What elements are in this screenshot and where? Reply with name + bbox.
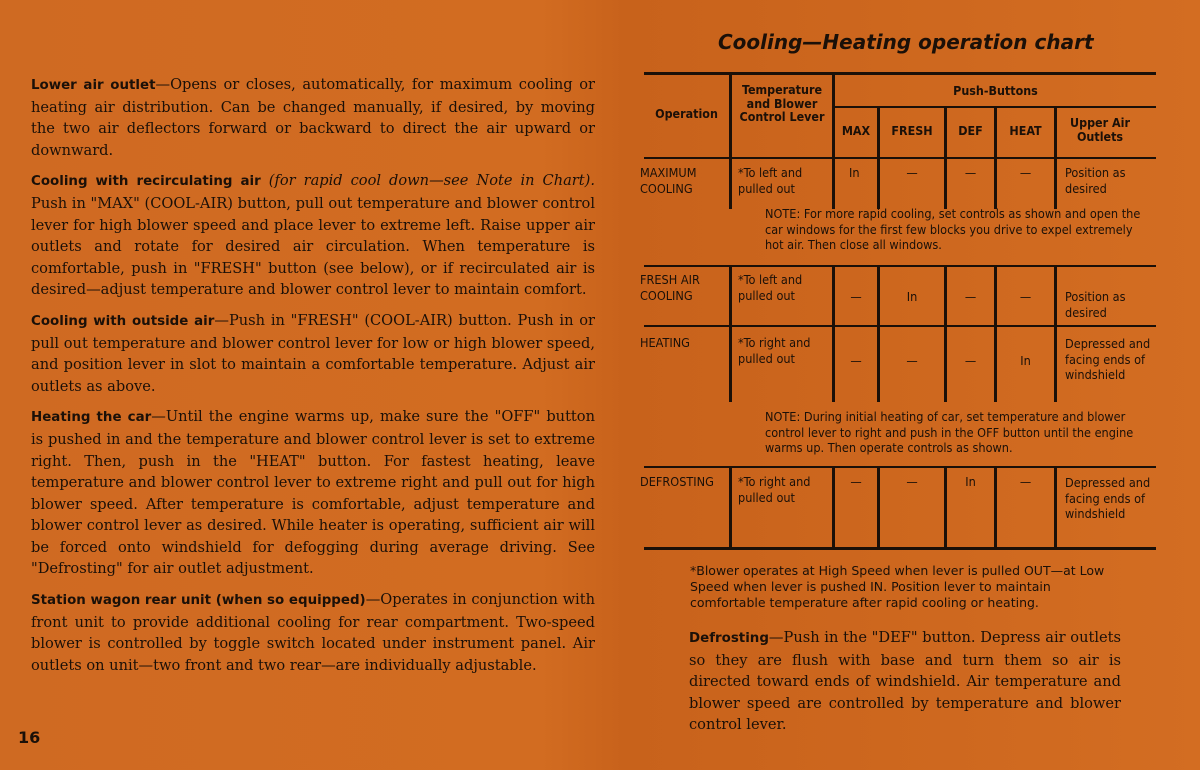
row-fresh: — <box>906 165 918 180</box>
section-heading: Station wagon rear unit (when so equipped) <box>31 593 366 609</box>
section-station-wagon <box>31 589 595 676</box>
page-number: 16 <box>18 728 41 747</box>
row-heat: In <box>1020 353 1031 368</box>
row-lever: *To right and pulled out <box>738 474 811 505</box>
header-operation: Operation <box>655 106 718 121</box>
row-def: — <box>964 165 977 180</box>
section-cooling-recirculating <box>31 170 595 301</box>
row-def: — <box>964 353 977 368</box>
row-operation: FRESH AIR COOLING <box>640 272 700 303</box>
row-def: In <box>965 474 976 489</box>
row-lever: *To right and pulled out <box>738 335 811 366</box>
section-lower-air-outlet <box>31 74 595 161</box>
row-outlets: Position as desired <box>1065 165 1126 196</box>
rule-row-2 <box>644 325 1156 327</box>
row-outlets: Position as desired <box>1065 289 1126 320</box>
rule-row-1 <box>644 265 1156 267</box>
rule-row-3 <box>644 466 1156 468</box>
section-heading: Heating the car <box>31 410 152 426</box>
header-outlets: Upper Air Outlets <box>1070 115 1130 144</box>
row-max: In <box>849 165 860 180</box>
row-operation: DEFROSTING <box>640 474 714 489</box>
section-body: Push in "MAX" (COOL-AIR) button, pull out temperature and blower control lever for high blower speed and place lever to extreme left. Raise upper air outlets and rotate for desired air circulation. When temperature is comfortable, push in "FRESH" button (see below), or if recirculated air is desired—adjust temperature and blower control lever to maintain comfort. <box>31 194 595 299</box>
rule-top <box>644 72 1156 75</box>
left-column <box>31 74 595 685</box>
chart-footnote: *Blower operates at High Speed when lever is pulled OUT—at Low Speed when lever is pushed IN. Position lever to maintain comfortable temperature after rapid cooling or heating. <box>690 563 1105 610</box>
section-body: —Push in the "DEF" button. Depress air outlets so they are flush with base and turn them so air is directed toward ends of windshield. Air temperature and blower speed are controlled by temperature and blower control lever. <box>689 629 1121 734</box>
section-heading: Defrosting <box>689 631 769 646</box>
operation-chart <box>640 72 1156 550</box>
row-heat: — <box>1019 474 1032 489</box>
header-heat: HEAT <box>1009 123 1042 138</box>
header-push-buttons: Push-Buttons <box>953 83 1038 98</box>
vrule-r2-outlets <box>1054 267 1057 325</box>
vrule-r4-lever <box>729 468 732 547</box>
section-heading: Lower air outlet <box>31 78 156 93</box>
rule-bottom <box>644 547 1156 550</box>
row-note: NOTE: For more rapid cooling, set controls as shown and open the car windows for the first few blocks you drive to expel extremely hot air. Then close all windows. <box>765 206 1141 252</box>
row-outlets: Depressed and facing ends of windshield <box>1065 475 1151 521</box>
chart-title: Cooling—Heating operation chart <box>718 30 1094 54</box>
section-cooling-outside-air <box>31 310 595 397</box>
section-body: —Operates in conjunction with front unit to provide additional cooling for rear compartment. Two-speed blower is controlled by toggle switch located under instrument panel. Air outlets on unit—two front and two rear—are individually adjustable. <box>31 591 595 674</box>
vrule-r1-max <box>832 159 835 209</box>
row-outlets: Depressed and facing ends of windshield <box>1065 336 1151 382</box>
vrule-outlets <box>1054 108 1057 157</box>
section-heating-the-car <box>31 406 595 580</box>
section-heading: Cooling with outside air <box>31 313 215 329</box>
vrule-r3-lever <box>729 327 732 402</box>
row-fresh: — <box>906 353 918 368</box>
vrule-r2-lever <box>729 267 732 325</box>
section-body: —Opens or closes, automatically, for maximum cooling or heating air distribution. Can be changed manually, if desired, by moving the two air deflectors forward or backward to direct the air upward or downward. <box>31 76 595 159</box>
vrule-lever <box>729 75 732 157</box>
section-note: (for rapid cool down—see Note in Chart). <box>268 172 595 190</box>
row-note: NOTE: During initial heating of car, set temperature and blower control lever to right and push in the OFF button until the engine warms up. Then operate controls as shown. <box>765 409 1134 455</box>
header-def: DEF <box>958 123 983 138</box>
row-fresh: — <box>906 474 918 489</box>
header-lever: Temperature and Blower Control Lever <box>739 82 825 124</box>
row-operation: HEATING <box>640 335 690 350</box>
row-max: — <box>850 474 862 489</box>
section-heading: Cooling with recirculating air <box>31 174 261 190</box>
vrule-r1-outlets <box>1054 159 1057 209</box>
row-max: — <box>850 353 862 368</box>
section-body: —Push in "FRESH" (COOL-AIR) button. Push in or pull out temperature and blower control lever for low or high blower speed, and position lever in slot to maintain a comfortable temperature. Adjust air outlets as above. <box>31 311 595 395</box>
row-lever: *To left and pulled out <box>738 165 803 196</box>
vrule-r3-outlets <box>1054 327 1057 402</box>
header-max: MAX <box>841 123 871 138</box>
row-lever: *To left and pulled out <box>738 272 803 303</box>
row-heat: — <box>1019 165 1032 180</box>
rule-header-bottom <box>644 157 1156 159</box>
section-defrosting <box>689 627 1121 736</box>
section-body: —Until the engine warms up, make sure the "OFF" button is pushed in and the temperature and blower control lever is set to extreme right. Then, push in the "HEAT" button. For fastest heating, leave temperature and blower control lever to extreme right and pull out for high blower speed. After temperature is comfortable, adjust temperature and blower control lever as desired. While heater is operating, sufficient air will be forced onto windshield for defogging during average driving. See "Defrosting" for air outlet adjustment. <box>31 408 595 578</box>
vrule-r4-outlets <box>1054 468 1057 547</box>
header-fresh: FRESH <box>891 123 933 138</box>
row-heat: — <box>1019 289 1032 304</box>
row-def: — <box>964 289 977 304</box>
vrule-r1-lever <box>729 159 732 209</box>
row-operation: MAXIMUM COOLING <box>640 165 697 196</box>
row-max: — <box>850 289 862 304</box>
row-fresh: In <box>906 289 918 304</box>
